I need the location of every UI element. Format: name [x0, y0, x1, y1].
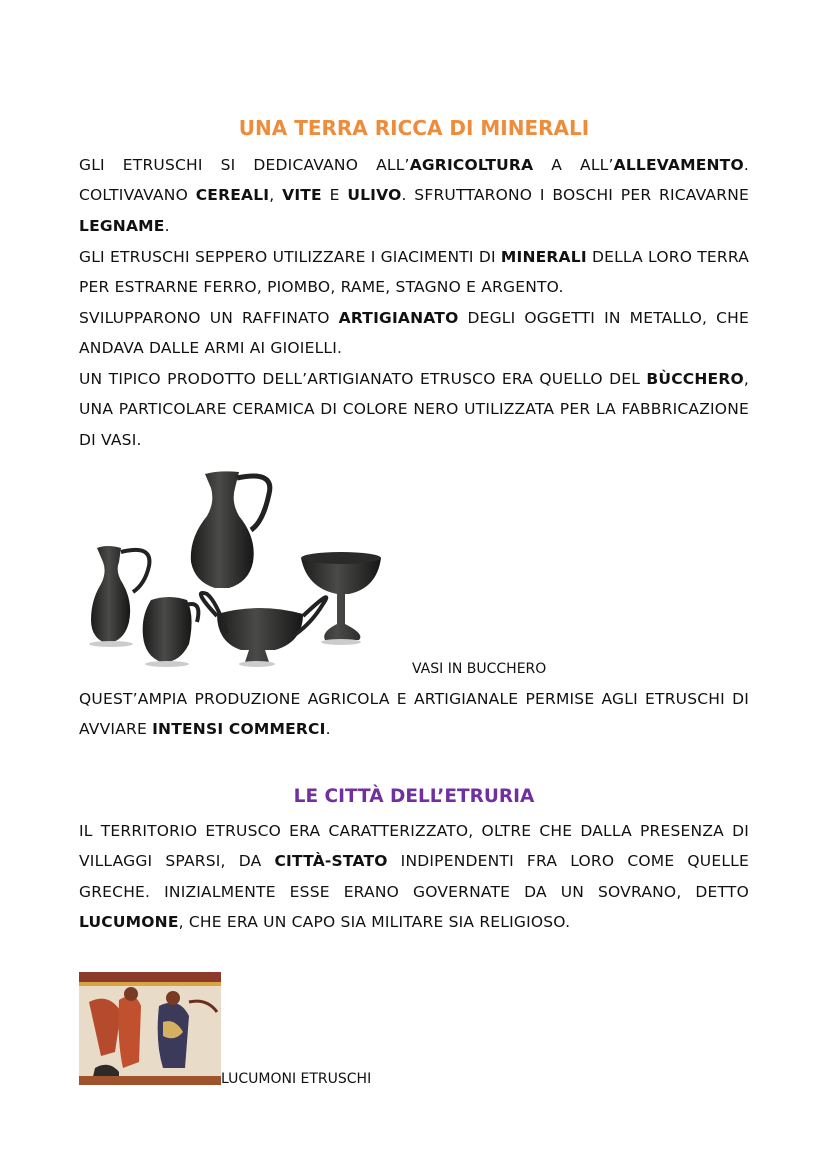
bucchero-vases-image [79, 466, 399, 671]
paragraph-commerce: QUEST’AMPIA PRODUZIONE AGRICOLA E ARTIGIANALE PERMISE AGLI ETRUSCHI DI AVVIARE INTENSI COMMERCI. [79, 690, 749, 739]
paragraph-city-states: IL TERRITORIO ETRUSCO ERA CARATTERIZZATO, OLTRE CHE DALLA PRESENZA DI VILLAGGI SPARSI, DA CITTÀ-STATO INDIPENDENTI FRA LORO COME QUELLE GRECHE. INIZIALMENTE ESSE ERANO GOVERNATE DA UN SOVRANO, DETTO LUCUMONE, CHE ERA UN CAPO SIA MILITARE SIA RELIGIOSO. [79, 822, 749, 931]
paragraph-craftsmanship: SVILUPPARONO UN RAFFINATO ARTIGIANATO DEGLI OGGETTI IN METALLO, CHE ANDAVA DALLE ARMI AI GIOIELLI. [79, 309, 749, 358]
lucumoni-fresco-image [79, 972, 221, 1085]
paragraph-agriculture: GLI ETRUSCHI SI DEDICAVANO ALL’AGRICOLTURA A ALL’ALLEVAMENTO. COLTIVAVANO CEREALI, VITE E ULIVO. SFRUTTARONO I BOSCHI PER RICAVARNE LEGNAME. [79, 156, 749, 235]
paragraph-bucchero: UN TIPICO PRODOTTO DELL’ARTIGIANATO ETRUSCO ERA QUELLO DEL BÙCCHERO, UNA PARTICOLARE CERAMICA DI COLORE NERO UTILIZZATA PER LA FABBRICAZIONE DI VASI. [79, 370, 749, 449]
paragraph-minerals: GLI ETRUSCHI SEPPERO UTILIZZARE I GIACIMENTI DI MINERALI DELLA LORO TERRA PER ESTRARNE FERRO, PIOMBO, RAME, STAGNO E ARGENTO. [79, 248, 749, 297]
vases-caption: VASI IN BUCCHERO [412, 661, 547, 677]
section-title-cities: LE CITTÀ DELL’ETRURIA [293, 786, 535, 807]
section-title-minerals: UNA TERRA RICCA DI MINERALI [238, 116, 590, 140]
lucumoni-caption: LUCUMONI ETRUSCHI [221, 1071, 372, 1087]
